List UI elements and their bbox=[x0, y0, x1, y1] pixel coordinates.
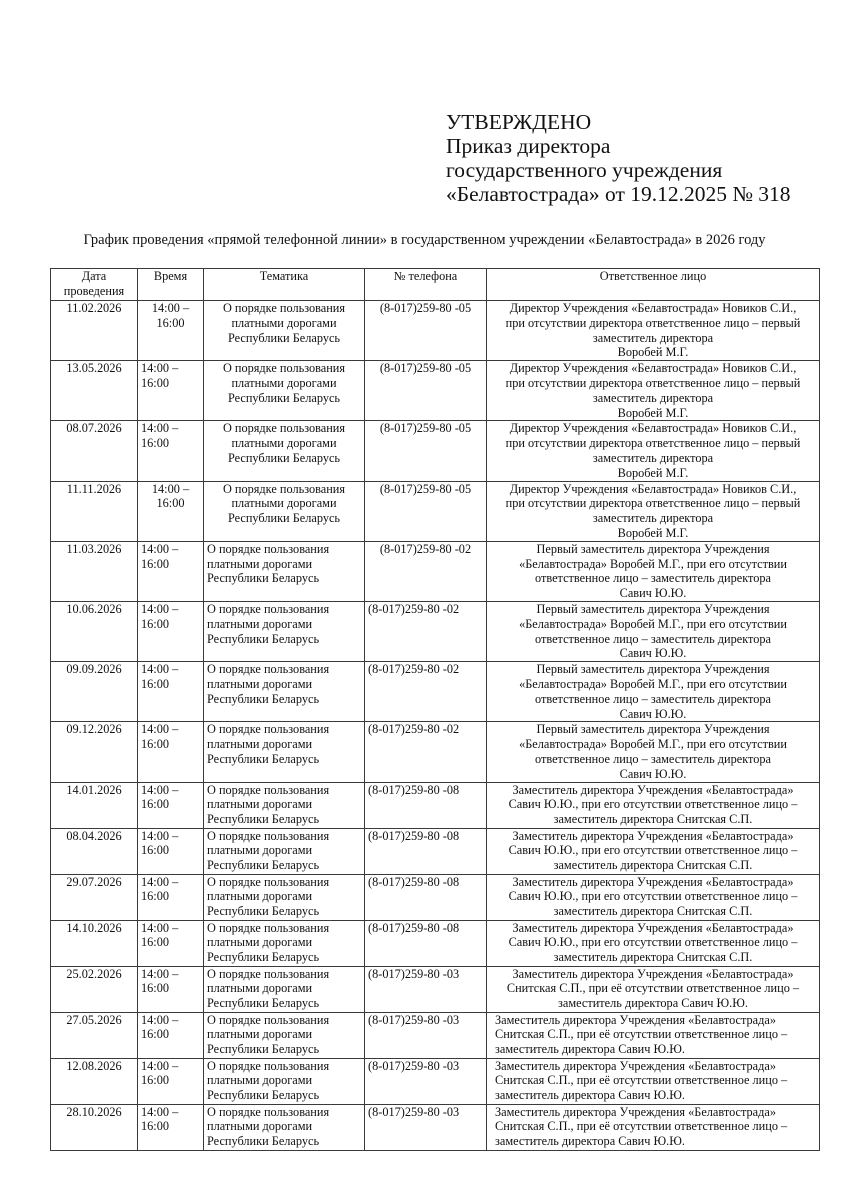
cell-date bbox=[51, 920, 138, 966]
cell-topic bbox=[204, 481, 365, 541]
schedule-table bbox=[50, 268, 820, 1151]
cell-line: Республики Беларусь bbox=[207, 950, 320, 965]
cell-time bbox=[138, 1104, 204, 1150]
cell-line: Воробей М.Г. bbox=[617, 345, 689, 360]
cell-topic bbox=[204, 541, 365, 601]
cell-time bbox=[138, 722, 204, 782]
cell-responsible-person bbox=[487, 920, 820, 966]
cell-line: заместитель директора Савич Ю.Ю. bbox=[495, 1134, 685, 1149]
cell-responsible-person bbox=[487, 481, 820, 541]
column-header-topic: Тематика bbox=[204, 269, 365, 301]
cell-line: «Белавтострада» Воробей М.Г., при его отсутствии bbox=[519, 676, 787, 691]
cell-line: 14:00 – bbox=[141, 361, 179, 376]
cell-line: платными дорогами bbox=[207, 1073, 313, 1088]
cell-topic bbox=[204, 301, 365, 361]
cell-line: О порядке пользования bbox=[207, 1058, 330, 1073]
cell-time bbox=[138, 1012, 204, 1058]
cell-time bbox=[138, 662, 204, 722]
phone-number: (8-017)259-80 -05 bbox=[379, 481, 472, 496]
table-row bbox=[51, 541, 820, 601]
cell-responsible-person bbox=[487, 722, 820, 782]
cell-line: 16:00 bbox=[156, 496, 185, 511]
cell-line: платными дорогами bbox=[207, 676, 313, 691]
cell-date bbox=[51, 828, 138, 874]
cell-phone bbox=[365, 421, 487, 481]
table-row bbox=[51, 920, 820, 966]
cell-line: платными дорогами bbox=[207, 935, 313, 950]
cell-line: 16:00 bbox=[141, 616, 170, 631]
document-title: График проведения «прямой телефонной линии» в государственном учреждении «Белавтострада» в 2026 году bbox=[83, 232, 766, 248]
approval-order-reference: «Белавтострада» от 19.12.2025 № 318 bbox=[446, 182, 791, 206]
cell-topic bbox=[204, 1058, 365, 1104]
cell-responsible-person bbox=[487, 1012, 820, 1058]
cell-line: Савич Ю.Ю., при его отсутствии ответственное лицо – bbox=[508, 797, 798, 812]
cell-date bbox=[51, 361, 138, 421]
cell-line: Республики Беларусь bbox=[207, 571, 320, 586]
cell-time bbox=[138, 481, 204, 541]
cell-line: Республики Беларусь bbox=[207, 904, 320, 919]
date-text: 14.01.2026 bbox=[66, 782, 122, 797]
cell-line: ответственное лицо – заместитель директора bbox=[535, 571, 771, 586]
cell-topic bbox=[204, 966, 365, 1012]
cell-line: 16:00 bbox=[141, 889, 170, 904]
table-row bbox=[51, 662, 820, 722]
column-header-responsible-person: Ответственное лицо bbox=[487, 269, 820, 301]
column-header-phone: № телефона bbox=[365, 269, 487, 301]
cell-responsible-person bbox=[487, 782, 820, 828]
cell-phone bbox=[365, 361, 487, 421]
cell-line: 16:00 bbox=[141, 375, 170, 390]
cell-line: платными дорогами bbox=[207, 981, 313, 996]
approval-heading: УТВЕРЖДЕНО bbox=[446, 110, 592, 134]
cell-topic bbox=[204, 874, 365, 920]
cell-responsible-person bbox=[487, 421, 820, 481]
date-text: 13.05.2026 bbox=[66, 361, 122, 376]
cell-line: О порядке пользования bbox=[222, 361, 346, 376]
cell-line: Снитская С.П., при её отсутствии ответственное лицо – bbox=[495, 1027, 788, 1042]
cell-line: О порядке пользования bbox=[222, 481, 346, 496]
cell-responsible-person bbox=[487, 361, 820, 421]
cell-date bbox=[51, 1104, 138, 1150]
cell-date bbox=[51, 966, 138, 1012]
cell-line: заместитель директора Снитская С.П. bbox=[553, 950, 753, 965]
table-row bbox=[51, 828, 820, 874]
phone-number: (8-017)259-80 -03 bbox=[368, 1104, 460, 1119]
table-row bbox=[51, 1104, 820, 1150]
cell-time bbox=[138, 421, 204, 481]
cell-phone bbox=[365, 662, 487, 722]
cell-phone bbox=[365, 1012, 487, 1058]
phone-number: (8-017)259-80 -03 bbox=[368, 1012, 460, 1027]
cell-line: 16:00 bbox=[156, 315, 185, 330]
table-row bbox=[51, 1058, 820, 1104]
cell-phone bbox=[365, 601, 487, 661]
cell-phone bbox=[365, 541, 487, 601]
cell-line: 14:00 – bbox=[141, 1104, 179, 1119]
cell-line: Заместитель директора Учреждения «Белавтострада» bbox=[495, 1012, 777, 1027]
cell-line: О порядке пользования bbox=[207, 1012, 330, 1027]
cell-line: 16:00 bbox=[141, 436, 170, 451]
cell-line: О порядке пользования bbox=[207, 828, 330, 843]
table-row bbox=[51, 601, 820, 661]
cell-line: Первый заместитель директора Учреждения bbox=[536, 601, 770, 616]
cell-topic bbox=[204, 920, 365, 966]
cell-line: 14:00 – bbox=[141, 722, 179, 737]
cell-line: 16:00 bbox=[141, 797, 170, 812]
cell-line: платными дорогами bbox=[207, 889, 313, 904]
cell-line: Савич Ю.Ю., при его отсутствии ответственное лицо – bbox=[508, 843, 798, 858]
cell-line: 14:00 – bbox=[141, 1012, 179, 1027]
cell-line: Заместитель директора Учреждения «Белавтострада» bbox=[512, 966, 794, 981]
cell-line: платными дорогами bbox=[231, 315, 337, 330]
cell-line: 14:00 – bbox=[141, 920, 179, 935]
table-row bbox=[51, 722, 820, 782]
cell-line: 14:00 – bbox=[141, 421, 179, 436]
cell-line: Воробей М.Г. bbox=[617, 525, 689, 540]
cell-line: Заместитель директора Учреждения «Белавтострада» bbox=[495, 1104, 777, 1119]
cell-date bbox=[51, 874, 138, 920]
date-text: 09.09.2026 bbox=[66, 662, 122, 677]
cell-line: при отсутствии директора ответственное лицо – первый bbox=[505, 436, 801, 451]
cell-line: Первый заместитель директора Учреждения bbox=[536, 541, 770, 556]
cell-time bbox=[138, 966, 204, 1012]
cell-line: при отсутствии директора ответственное лицо – первый bbox=[505, 496, 801, 511]
cell-responsible-person bbox=[487, 301, 820, 361]
column-header-date: Дата проведения bbox=[51, 269, 138, 301]
cell-line: Савич Ю.Ю., при его отсутствии ответственное лицо – bbox=[508, 935, 798, 950]
cell-line: Воробей М.Г. bbox=[617, 405, 689, 420]
cell-time bbox=[138, 782, 204, 828]
cell-responsible-person bbox=[487, 828, 820, 874]
cell-topic bbox=[204, 601, 365, 661]
cell-line: при отсутствии директора ответственное лицо – первый bbox=[505, 375, 801, 390]
cell-line: заместитель директора Снитская С.П. bbox=[553, 904, 753, 919]
cell-date bbox=[51, 301, 138, 361]
table-row bbox=[51, 874, 820, 920]
cell-date bbox=[51, 481, 138, 541]
phone-number: (8-017)259-80 -03 bbox=[368, 966, 460, 981]
cell-line: О порядке пользования bbox=[207, 722, 330, 737]
cell-line: Республики Беларусь bbox=[227, 511, 341, 526]
cell-line: «Белавтострада» Воробей М.Г., при его отсутствии bbox=[519, 737, 787, 752]
cell-responsible-person bbox=[487, 1058, 820, 1104]
cell-time bbox=[138, 874, 204, 920]
cell-line: платными дорогами bbox=[231, 375, 337, 390]
cell-topic bbox=[204, 722, 365, 782]
cell-line: 16:00 bbox=[141, 676, 170, 691]
table-row bbox=[51, 421, 820, 481]
date-text: 10.06.2026 bbox=[66, 601, 122, 616]
cell-line: Республики Беларусь bbox=[207, 631, 320, 646]
cell-line: О порядке пользования bbox=[207, 966, 330, 981]
cell-line: Республики Беларусь bbox=[207, 812, 320, 827]
cell-line: Савич Ю.Ю. bbox=[619, 706, 687, 721]
cell-date bbox=[51, 782, 138, 828]
cell-line: 16:00 bbox=[141, 935, 170, 950]
cell-line: Заместитель директора Учреждения «Белавтострада» bbox=[512, 920, 794, 935]
cell-line: платными дорогами bbox=[231, 496, 337, 511]
cell-responsible-person bbox=[487, 1104, 820, 1150]
cell-line: 14:00 – bbox=[141, 828, 179, 843]
cell-line: Снитская С.П., при её отсутствии ответственное лицо – bbox=[495, 1073, 788, 1088]
phone-number: (8-017)259-80 -05 bbox=[379, 421, 472, 436]
cell-responsible-person bbox=[487, 874, 820, 920]
cell-line: О порядке пользования bbox=[207, 782, 330, 797]
date-text: 27.05.2026 bbox=[66, 1012, 122, 1027]
cell-time bbox=[138, 361, 204, 421]
schedule-body bbox=[51, 301, 820, 1151]
cell-line: 14:00 – bbox=[151, 481, 190, 496]
cell-line: 16:00 bbox=[141, 1027, 170, 1042]
cell-line: платными дорогами bbox=[207, 843, 313, 858]
phone-number: (8-017)259-80 -02 bbox=[368, 601, 460, 616]
phone-number: (8-017)259-80 -05 bbox=[379, 361, 472, 376]
table-row bbox=[51, 966, 820, 1012]
cell-phone bbox=[365, 1104, 487, 1150]
cell-line: платными дорогами bbox=[207, 1027, 313, 1042]
approval-line: Приказ директора bbox=[446, 134, 611, 158]
cell-line: Республики Беларусь bbox=[207, 1042, 320, 1057]
cell-line: О порядке пользования bbox=[207, 1104, 330, 1119]
cell-line: ответственное лицо – заместитель директора bbox=[535, 631, 771, 646]
date-text: 25.02.2026 bbox=[66, 966, 122, 981]
phone-number: (8-017)259-80 -02 bbox=[368, 722, 460, 737]
cell-line: 16:00 bbox=[141, 1073, 170, 1088]
cell-line: Заместитель директора Учреждения «Белавтострада» bbox=[495, 1058, 777, 1073]
table-row bbox=[51, 301, 820, 361]
cell-phone bbox=[365, 874, 487, 920]
cell-line: 14:00 – bbox=[141, 966, 179, 981]
cell-responsible-person bbox=[487, 966, 820, 1012]
cell-line: 16:00 bbox=[141, 556, 170, 571]
phone-number: (8-017)259-80 -02 bbox=[379, 541, 472, 556]
cell-line: заместитель директора Савич Ю.Ю. bbox=[558, 996, 748, 1011]
cell-line: Директор Учреждения «Белавтострада» Новиков С.И., bbox=[509, 361, 797, 376]
cell-line: О порядке пользования bbox=[207, 662, 330, 677]
cell-line: О порядке пользования bbox=[222, 421, 346, 436]
phone-number: (8-017)259-80 -05 bbox=[379, 301, 472, 315]
cell-line: 16:00 bbox=[141, 843, 170, 858]
cell-line: Республики Беларусь bbox=[227, 330, 341, 345]
cell-line: 16:00 bbox=[141, 737, 170, 752]
cell-line: Воробей М.Г. bbox=[617, 465, 689, 480]
cell-line: Республики Беларусь bbox=[227, 450, 341, 465]
phone-number: (8-017)259-80 -02 bbox=[368, 662, 460, 677]
cell-line: Первый заместитель директора Учреждения bbox=[536, 722, 770, 737]
table-row bbox=[51, 782, 820, 828]
cell-line: Директор Учреждения «Белавтострада» Новиков С.И., bbox=[509, 301, 797, 315]
cell-line: платными дорогами bbox=[231, 436, 337, 451]
cell-line: 14:00 – bbox=[141, 601, 179, 616]
date-text: 11.11.2026 bbox=[66, 481, 122, 496]
cell-time bbox=[138, 1058, 204, 1104]
cell-line: Савич Ю.Ю., при его отсутствии ответственное лицо – bbox=[508, 889, 798, 904]
cell-date bbox=[51, 722, 138, 782]
date-text: 14.10.2026 bbox=[66, 920, 122, 935]
phone-number: (8-017)259-80 -08 bbox=[368, 874, 460, 889]
cell-line: Республики Беларусь bbox=[207, 858, 320, 873]
cell-line: Республики Беларусь bbox=[207, 691, 320, 706]
approval-line: государственного учреждения bbox=[446, 158, 723, 182]
cell-line: Снитская С.П., при её отсутствии ответственное лицо – bbox=[495, 1119, 788, 1134]
cell-date bbox=[51, 662, 138, 722]
cell-line: 16:00 bbox=[141, 981, 170, 996]
cell-line: 14:00 – bbox=[141, 662, 179, 677]
table-row bbox=[51, 361, 820, 421]
cell-line: Республики Беларусь bbox=[207, 1134, 320, 1149]
cell-line: платными дорогами bbox=[207, 1119, 313, 1134]
cell-phone bbox=[365, 828, 487, 874]
date-text: 12.08.2026 bbox=[66, 1058, 122, 1073]
cell-line: 14:00 – bbox=[141, 541, 179, 556]
cell-line: платными дорогами bbox=[207, 556, 313, 571]
cell-line: 14:00 – bbox=[141, 1058, 179, 1073]
cell-time bbox=[138, 541, 204, 601]
cell-line: при отсутствии директора ответственное лицо – первый bbox=[505, 315, 801, 330]
cell-date bbox=[51, 421, 138, 481]
cell-date bbox=[51, 1058, 138, 1104]
cell-line: платными дорогами bbox=[207, 616, 313, 631]
cell-line: заместитель директора Савич Ю.Ю. bbox=[495, 1042, 685, 1057]
cell-line: заместитель директора bbox=[592, 390, 714, 405]
date-text: 08.04.2026 bbox=[66, 828, 122, 843]
cell-line: 14:00 – bbox=[151, 301, 190, 315]
cell-time bbox=[138, 601, 204, 661]
cell-phone bbox=[365, 920, 487, 966]
cell-date bbox=[51, 541, 138, 601]
cell-phone bbox=[365, 782, 487, 828]
cell-date bbox=[51, 601, 138, 661]
cell-line: О порядке пользования bbox=[207, 601, 330, 616]
cell-line: Савич Ю.Ю. bbox=[619, 766, 687, 781]
cell-responsible-person bbox=[487, 541, 820, 601]
cell-time bbox=[138, 920, 204, 966]
cell-line: заместитель директора Снитская С.П. bbox=[553, 858, 753, 873]
table-header-row bbox=[51, 269, 820, 301]
cell-phone bbox=[365, 301, 487, 361]
cell-phone bbox=[365, 722, 487, 782]
approval-stamp bbox=[446, 110, 791, 206]
cell-line: Первый заместитель директора Учреждения bbox=[536, 662, 770, 677]
cell-line: заместитель директора bbox=[592, 450, 714, 465]
cell-line: Савич Ю.Ю. bbox=[619, 646, 687, 661]
cell-phone bbox=[365, 1058, 487, 1104]
date-text: 28.10.2026 bbox=[66, 1104, 122, 1119]
cell-line: Савич Ю.Ю. bbox=[619, 586, 687, 601]
cell-line: Директор Учреждения «Белавтострада» Новиков С.И., bbox=[509, 481, 797, 496]
cell-line: «Белавтострада» Воробей М.Г., при его отсутствии bbox=[519, 616, 787, 631]
phone-number: (8-017)259-80 -08 bbox=[368, 828, 460, 843]
cell-topic bbox=[204, 1104, 365, 1150]
cell-line: Заместитель директора Учреждения «Белавтострада» bbox=[512, 874, 794, 889]
cell-line: ответственное лицо – заместитель директора bbox=[535, 751, 771, 766]
table-row bbox=[51, 1012, 820, 1058]
cell-topic bbox=[204, 662, 365, 722]
cell-date bbox=[51, 1012, 138, 1058]
cell-line: Снитская С.П., при её отсутствии ответственное лицо – bbox=[506, 981, 800, 996]
date-text: 11.02.2026 bbox=[66, 301, 122, 315]
cell-phone bbox=[365, 481, 487, 541]
cell-line: О порядке пользования bbox=[222, 301, 346, 315]
cell-line: заместитель директора bbox=[592, 330, 714, 345]
cell-responsible-person bbox=[487, 601, 820, 661]
cell-time bbox=[138, 301, 204, 361]
phone-number: (8-017)259-80 -03 bbox=[368, 1058, 460, 1073]
cell-line: заместитель директора Савич Ю.Ю. bbox=[495, 1088, 685, 1103]
cell-line: Республики Беларусь bbox=[227, 390, 341, 405]
cell-line: ответственное лицо – заместитель директора bbox=[535, 691, 771, 706]
cell-line: О порядке пользования bbox=[207, 920, 330, 935]
cell-topic bbox=[204, 1012, 365, 1058]
cell-topic bbox=[204, 828, 365, 874]
cell-topic bbox=[204, 361, 365, 421]
cell-line: 14:00 – bbox=[141, 782, 179, 797]
cell-topic bbox=[204, 421, 365, 481]
cell-line: заместитель директора Снитская С.П. bbox=[553, 812, 753, 827]
cell-time bbox=[138, 828, 204, 874]
cell-line: Республики Беларусь bbox=[207, 1088, 320, 1103]
cell-line: Республики Беларусь bbox=[207, 751, 320, 766]
date-text: 08.07.2026 bbox=[66, 421, 122, 436]
column-header-time: Время bbox=[138, 269, 204, 301]
cell-topic bbox=[204, 782, 365, 828]
cell-phone bbox=[365, 966, 487, 1012]
cell-line: Республики Беларусь bbox=[207, 996, 320, 1011]
cell-line: платными дорогами bbox=[207, 737, 313, 752]
cell-line: О порядке пользования bbox=[207, 541, 330, 556]
cell-line: О порядке пользования bbox=[207, 874, 330, 889]
cell-line: Заместитель директора Учреждения «Белавтострада» bbox=[512, 828, 794, 843]
table-row bbox=[51, 481, 820, 541]
cell-line: заместитель директора bbox=[592, 511, 714, 526]
cell-line: 16:00 bbox=[141, 1119, 170, 1134]
date-text: 29.07.2026 bbox=[66, 874, 122, 889]
cell-line: «Белавтострада» Воробей М.Г., при его отсутствии bbox=[519, 556, 787, 571]
cell-line: 14:00 – bbox=[141, 874, 179, 889]
date-text: 11.03.2026 bbox=[66, 541, 122, 556]
cell-line: Директор Учреждения «Белавтострада» Новиков С.И., bbox=[509, 421, 797, 436]
phone-number: (8-017)259-80 -08 bbox=[368, 782, 460, 797]
phone-number: (8-017)259-80 -08 bbox=[368, 920, 460, 935]
cell-responsible-person bbox=[487, 662, 820, 722]
cell-line: Заместитель директора Учреждения «Белавтострада» bbox=[512, 782, 794, 797]
date-text: 09.12.2026 bbox=[66, 722, 122, 737]
cell-line: платными дорогами bbox=[207, 797, 313, 812]
